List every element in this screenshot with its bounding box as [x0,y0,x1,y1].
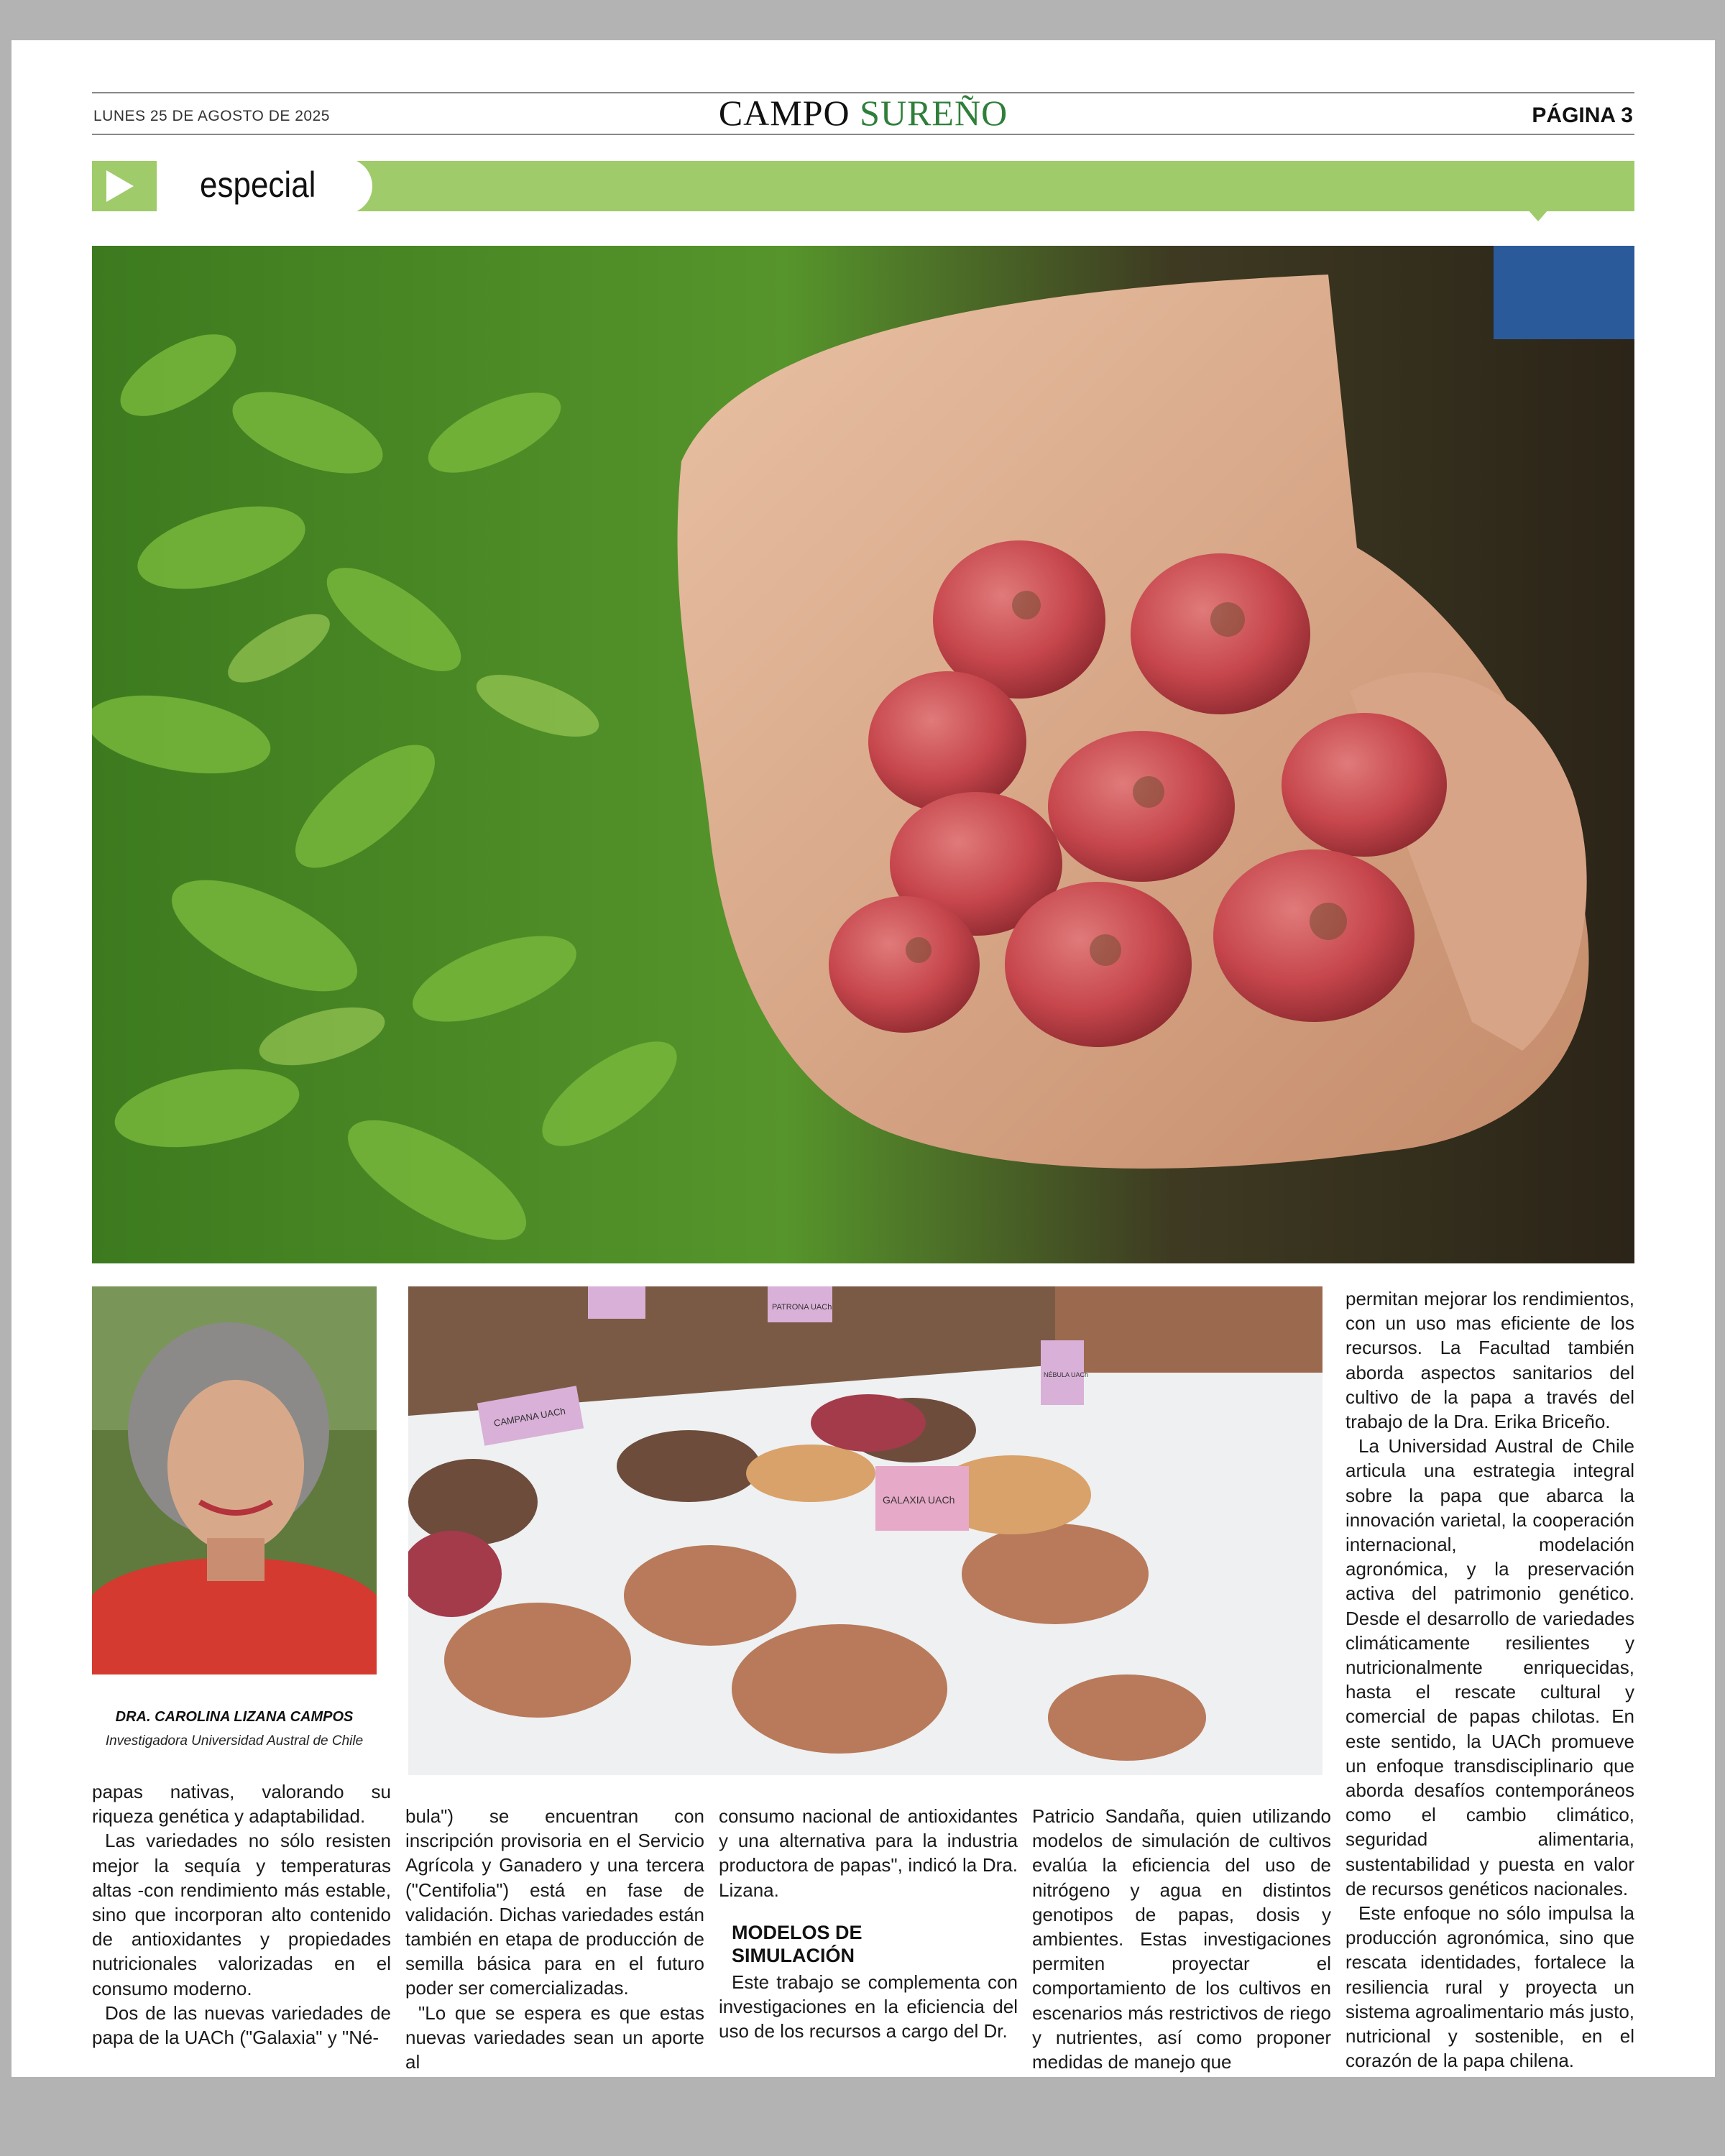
article-column-1 [92,1779,391,2050]
hero-photo [92,246,1634,1263]
col1-paragraph-1: papas nativas, valorando su riqueza genética y adaptabilidad. [92,1781,391,1828]
subheading-line-2: SIMULACIÓN [732,1944,855,1966]
potato-stall-photo [408,1286,1322,1775]
subheading [732,1921,1018,1967]
col1-paragraph-3: Dos de las nuevas variedades de papa de la UACh ("Galaxia" y "Né- [92,2001,391,2049]
section-label: especial [200,165,316,205]
sign-nebula: NÉBULA UACh [1044,1371,1089,1378]
col5-paragraph-3: Este enfoque no sólo impulsa la producción agronómica, sino que rescata identidades, fortalece la resiliencia rural y proyecta un sistema agroalimentario más justo, nutricional y sostenible, en el corazón de la papa chilena. [1346,1902,1634,2072]
portrait-caption-name: DRA. CAROLINA LIZANA CAMPOS [115,1709,354,1725]
col2-paragraph-2: "Lo que se espera es que estas nuevas variedades sean un aporte al [405,2001,704,2073]
col3-paragraph-1: consumo nacional de antioxidantes y una alternativa para la industria productora de papas", indicó la Dra. Lizana. [719,1805,1018,1901]
col5-paragraph-2: La Universidad Austral de Chile articula una estrategia integral sobre la papa que abarca la innovación varietal, la cooperación internacional, modelación agronómica, y la preservación activa del patrimonio genético. Desde el desarrollo de variedades climáticamente resilientes y nutricionalmente enriquecidas, hasta el rescate cultural y comercial de papas chilotas. En este sentido, la UACh promueve un enfoque transdisciplinario que aborda desafíos contemporáneos como el cambio climático, seguridad alimentaria, sustentabilidad y puesta en valor de recursos genéticos nacionales. [1346,1435,1634,1899]
masthead-sureno: SUREÑO [860,93,1008,133]
page-number: PÁGINA 3 [1532,103,1633,127]
masthead-rule [92,134,1634,135]
article-column-4 [1032,1804,1331,2074]
col4-paragraph-1: Patricio Sandaña, quien utilizando modelos de simulación de cultivos evalúa la eficiencia del uso de nitrógeno y agua en distintos genotipos de papas, dosis y ambientes. Estas investigaciones permiten proyectar el comportamiento de los cultivos en escenarios más restrictivos de riego y nutrientes, así como proponer medidas de manejo que [1032,1805,1331,2073]
portrait-caption-role: Investigadora Universidad Austral de Chile [105,1733,364,1749]
portrait-photo [92,1286,377,1674]
issue-date: LUNES 25 DE AGOSTO DE 2025 [93,108,330,124]
band-notch-icon [1528,210,1548,221]
section-label-box [157,158,372,214]
sign-campana: CAMPANA UACh [492,1405,566,1429]
col3-paragraph-2: Este trabajo se complementa con investigaciones en la eficiencia del uso de los recursos a cargo del Dr. [719,1971,1018,2042]
subheading-line-1: MODELOS DE [732,1921,862,1943]
masthead-campo: CAMPO [718,93,850,133]
col5-paragraph-1: permitan mejorar los rendimientos, con un uso mas eficiente de los recursos. La Facultad también aborda aspectos sanitarios del cultivo de la papa a través del trabajo de la Dra. Erika Briceño. [1346,1288,1634,1433]
col2-paragraph-1: bula") se encuentran con inscripción provisoria en el Servicio Agrícola y Ganadero y una tercera ("Centifolia") está en fase de validación. Dichas variedades están también en etapa de producción de semilla básica para en el futuro poder ser comercializadas. [405,1805,704,1999]
col1-paragraph-2: Las variedades no sólo resisten mejor la sequía y temperaturas altas -con rendimiento más estable, sino que incorporan alto contenido de antioxidantes y propiedades nutricionales valorizadas en el consumo moderno. [92,1830,391,1999]
article-column-2 [405,1804,704,2074]
article-column-3 [719,1804,1018,2043]
sign-patrona: PATRONA UACh [772,1303,832,1312]
play-arrow-icon [106,170,134,202]
article-column-5 [1346,1286,1634,2073]
newspaper-page [12,40,1715,2077]
sign-galaxia: GALAXIA UACh [883,1494,955,1506]
masthead-title [12,92,1715,134]
